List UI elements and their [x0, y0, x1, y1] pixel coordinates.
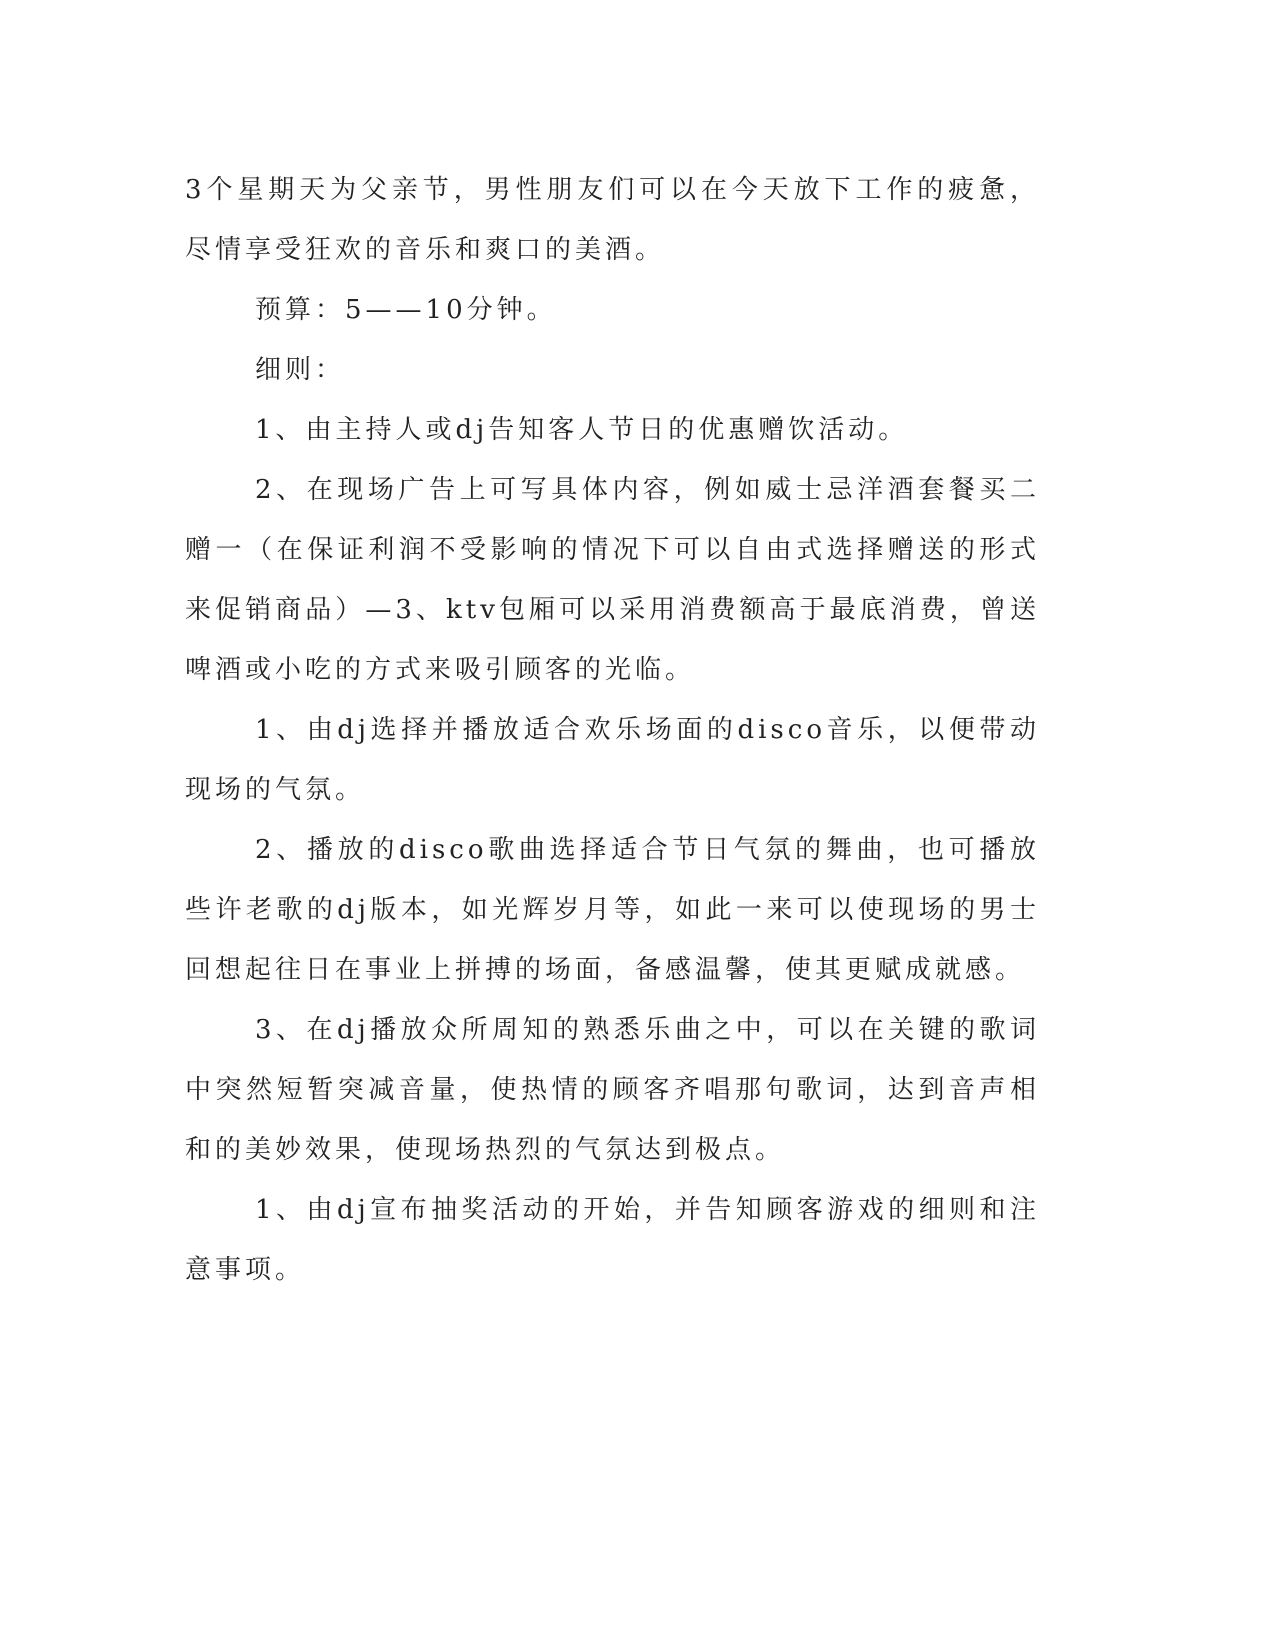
paragraph-intro: 3个星期天为父亲节，男性朋友们可以在今天放下工作的疲惫，尽情享受狂欢的音乐和爽口的美酒。 — [185, 175, 1040, 265]
paragraph-music-3: 3、在dj播放众所周知的熟悉乐曲之中，可以在关键的歌词中突然短暂突减音量，使热情的顾客齐唱那句歌词，达到音声相和的美妙效果，使现场热烈的气氛达到极点。 — [185, 1015, 1040, 1165]
paragraph-rule-1: 1、由主持人或dj告知客人节日的优惠赠饮活动。 — [255, 415, 909, 445]
paragraph-music-1: 1、由dj选择并播放适合欢乐场面的disco音乐，以便带动现场的气氛。 — [185, 715, 1040, 805]
paragraph-budget: 预算：5——10分钟。 — [255, 295, 557, 325]
paragraph-rules-heading: 细则： — [255, 355, 346, 385]
document-body — [185, 160, 1040, 1300]
paragraph-lottery-1: 1、由dj宣布抽奖活动的开始，并告知顾客游戏的细则和注意事项。 — [185, 1195, 1040, 1285]
paragraph-rule-2: 2、在现场广告上可写具体内容，例如威士忌洋酒套餐买二赠一（在保证利润不受影响的情况下可以自由式选择赠送的形式来促销商品）—3、ktv包厢可以采用消费额高于最底消费，曾送啤酒或小吃的方式来吸引顾客的光临。 — [185, 475, 1040, 685]
paragraph-music-2: 2、播放的disco歌曲选择适合节日气氛的舞曲，也可播放些许老歌的dj版本，如光辉岁月等，如此一来可以使现场的男士回想起往日在事业上拼搏的场面，备感温馨，使其更赋成就感。 — [185, 835, 1040, 985]
